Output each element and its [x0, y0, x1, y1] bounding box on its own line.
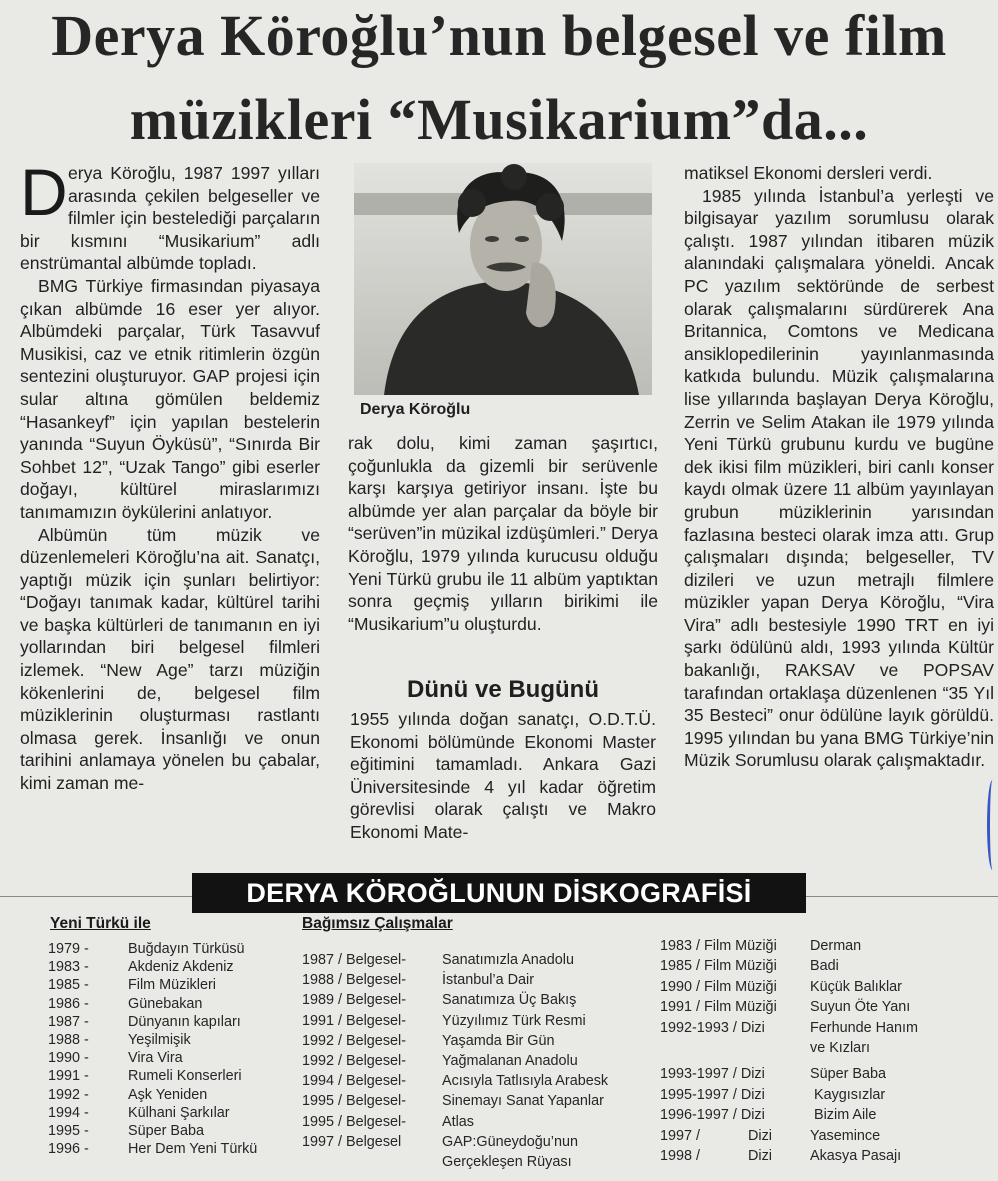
article-column-2	[348, 432, 658, 635]
pen-mark	[987, 780, 998, 870]
portrait-photo	[354, 163, 652, 395]
list-item: 1991 / Film Müziği Suyun Öte Yanı	[660, 999, 911, 1016]
headline-line-1: Derya Köroğlu’nun belgesel ve film	[51, 3, 947, 68]
list-item: 1983 / Film Müziği Derman	[660, 938, 862, 954]
yeni-turku-list	[48, 940, 288, 1158]
list-item: 1993-1997 / Dizi Süper Baba	[660, 1066, 887, 1083]
list-item: 1992 / Belgesel- Yağmalanan Anadolu	[302, 1052, 578, 1069]
list-item: 1983 - Akdeniz Akdeniz	[48, 959, 234, 976]
portrait-illustration	[354, 163, 652, 395]
list-item: 1990 - Vira Vira	[48, 1050, 183, 1067]
list-item: 1991 - Rumeli Konserleri	[48, 1068, 242, 1085]
list-item: 1985 - Film Müzikleri	[48, 977, 216, 994]
article-paragraph: BMG Türkiye firmasından piyasaya çıkan albümde 16 eser yer alıyor. Albümdeki parçalar, Türk Tasavvuf Musikisi, caz ve etnik ritimlerin özgün sentezini oluşturuyor. GAP projesi için sular altına gömülen beldemiz “Hasankeyf” için yapılan bestelerin yanında “Suyun Öyküsü”, “Sınırda Bir Sohbet 12”, “Uzak Tango” gibi eserler doğayı, kültürel miraslarımızı tanımamızın öykülerini anlatıyor.	[20, 275, 320, 522]
list-item: 1990 / Film Müziği Küçük Balıklar	[660, 978, 902, 995]
list-item: ve Kızları	[810, 1039, 870, 1056]
article-column-3	[684, 162, 994, 772]
list-item: 1994 / Belgesel- Acısıyla Tatlısıyla Arabesk	[302, 1073, 609, 1090]
bagimsiz-heading: Bağımsız Çalışmalar	[302, 915, 453, 932]
article-paragraph: 1985 yılında İstanbul’a yerleşti ve bilgisayar yazılım sorumlusu olarak çalıştı. 1987 yılından itibaren müzik alanındaki çalışmalara yöneldi. Ancak PC yazılım sektöründe de serbest olarak çalışmalarını sürdürerek Ana Britannica, Comtons ve Medicana ansiklopedilerinin yayınlanmasında katkıda bulundu. Müzik çalışmalarına lise yıllarında başlayan Derya Köroğlu, Zerrin ve Selim Atakan ile 1979 yılında Yeni Türkü grubunu kurdu ve bugüne dek ikisi film müzikleri, biri canlı konser kaydı olmak üzere 11 albüm yayınlayan grubun müziklerinin yarısından fazlasına besteci olarak imza attı. Grup çalışmaları dışında; belgeseller, TV dizileri ve uzun metrajlı filmlere müzikler yapan Derya Köroğlu, “Vira Vira” adlı bestesiyle 1990 TRT en iyi şarkı ödülünü aldı, 1993 yılında Kültür bakanlığı, RAKSAV ve POPSAV tarafından ortaklaşa düzenlenen “35 Yıl 35 Besteci” onur ödülüne layık görüldü. 1995 yılından bu yana BMG Türkiye’nin Müzik Sorumlusu olarak çalışmaktadır.	[684, 185, 994, 771]
list-item: 1995-1997 / Dizi Kaygısızlar	[660, 1086, 886, 1103]
list-item: 1995 / Belgesel- Atlas	[302, 1113, 474, 1130]
list-item: 1995 - Süper Baba	[48, 1122, 205, 1139]
list-item: 1996 - Her Dem Yeni Türkü	[48, 1141, 258, 1158]
list-item: 1994 - Külhani Şarkılar	[48, 1104, 230, 1121]
article-paragraph: 1955 yılında doğan sanatçı, O.D.T.Ü. Ekonomi bölümünde Ekonomi Master eğitimini tamamladı. Ankara Gazi Üniversitesinde 4 yıl kadar öğretim görevlisi olarak çalıştı ve Makro Ekonomi Mate-	[350, 709, 656, 842]
article-column-1	[20, 155, 320, 795]
section-subheading: Dünü ve Bugünü	[407, 676, 599, 703]
bagimsiz-list	[302, 950, 662, 1172]
article-paragraph: rak dolu, kimi zaman şaşırtıcı, çoğunlukla da gizemli bir serüvenle karşı karşıya getiriyor insanı. İşte bu albümde yer alan parçalar da böyle bir “serüven”in müzikal izdüşümleri.” Derya Köroğlu, 1979 yılında kurucusu olduğu Yeni Türkü grubu ile 11 albüm yaptıktan sonra geçmiş yılların birikimi ile “Musikarium”u oluşturdu.	[348, 433, 658, 634]
list-item: 1991 / Belgesel- Yüzyılımız Türk Resmi	[302, 1012, 586, 1029]
yeni-turku-heading: Yeni Türkü ile	[50, 915, 151, 932]
discography-banner: DERYA KÖROĞLUNUN DİSKOGRAFİSİ	[192, 873, 806, 913]
list-item: 1988 - Yeşilmişik	[48, 1031, 191, 1048]
list-item: 1987 - Dünyanın kapıları	[48, 1013, 241, 1030]
headline-line-2: müzikleri “Musikarium”da...	[129, 87, 869, 152]
article-paragraph: matiksel Ekonomi dersleri verdi.	[684, 163, 933, 183]
list-item: 1988 / Belgesel- İstanbul’a Dair	[302, 972, 534, 989]
list-item: 1997 / Dizi Yasemince	[660, 1127, 881, 1144]
list-item: 1989 / Belgesel- Sanatımıza Üç Bakış	[302, 992, 577, 1009]
list-item: 1998 / Dizi Akasya Pasajı	[660, 1147, 902, 1164]
film-dizi-list	[660, 936, 980, 1166]
article-paragraph: Albümün tüm müzik ve düzenlemeleri Köroğlu’na ait. Sanatçı, yaptığı müzik için şunları belirtiyor: “Doğayı tanımak kadar, kültürel tarihi ve başka kültürleri de tanımanın en iyi yollarından biri belgesel filmleri izlemek. “New Age” tarzı müziğin kökenlerini de, belgesel film müziklerinin oluşturması rastlantı olmasa gerek. İnsanlığı ve onun tarihini anlamaya yönelen bu çabalar, kimi zaman me-	[20, 524, 320, 794]
list-item: 1992 / Belgesel- Yaşamda Bir Gün	[302, 1032, 555, 1049]
article-column-2-continued	[350, 708, 656, 844]
drop-cap: D	[20, 155, 68, 229]
list-item: 1979 - Buğdayın Türküsü	[48, 941, 245, 957]
lead-paragraph: Derya Köroğlu, 1987 1997 yılları arasında çekilen belgeseller ve filmler için bestelediği parçaların bir kısmını “Musikarium” adlı enstrümantal albümde topladı.	[20, 155, 320, 274]
list-item: 1992-1993 / Dizi Ferhunde Hanım	[660, 1019, 918, 1036]
list-item: 1986 - Günebakan	[48, 995, 203, 1012]
list-item: Gerçekleşen Rüyası	[442, 1153, 572, 1170]
list-item: 1985 / Film Müziği Badi	[660, 958, 839, 975]
list-item: 1996-1997 / Dizi Bizim Aile	[660, 1107, 877, 1124]
list-item: 1995 / Belgesel- Sinemayı Sanat Yapanlar	[302, 1093, 604, 1110]
list-item: 1997 / Belgesel GAP:Güneydoğu’nun	[302, 1133, 579, 1150]
list-item: 1987 / Belgesel- Sanatımızla Anadolu	[302, 952, 575, 968]
list-item: 1992 - Aşk Yeniden	[48, 1086, 208, 1103]
photo-caption: Derya Köroğlu	[360, 401, 471, 418]
